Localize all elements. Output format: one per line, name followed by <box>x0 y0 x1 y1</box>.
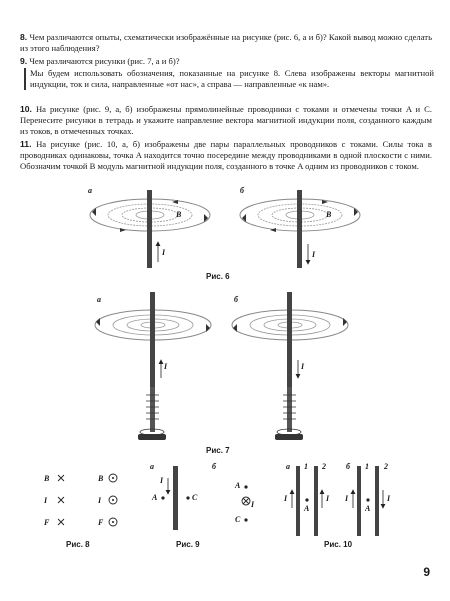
fig6-label-a: а <box>88 186 92 195</box>
fig10b-current-right: I <box>387 494 391 503</box>
question-text: Чем различаются опыты, схематически изображённые на рисунке (рис. 6, а и б)? Какой вывод можно сделать из этого наблюдения? <box>20 32 432 54</box>
fig6-label-b: б <box>240 186 244 195</box>
question-number: 9. <box>20 56 28 66</box>
fig6b-current-label: I <box>312 250 316 259</box>
point-a <box>161 496 164 499</box>
point-a <box>305 498 308 501</box>
fig9-caption: Рис. 9 <box>176 540 200 549</box>
stand-rod <box>150 387 155 432</box>
cross-symbols <box>58 475 64 525</box>
fig10-caption: Рис. 10 <box>324 540 353 549</box>
into-page-symbol <box>58 519 64 525</box>
figure-10a <box>292 466 322 536</box>
fig9a-point-a: A <box>152 493 158 502</box>
fig7b-current-label: I <box>301 362 305 371</box>
point-c <box>186 496 189 499</box>
fig10b-current-left: I <box>345 494 349 503</box>
fig8-f-left: F <box>44 518 50 527</box>
figure-9b <box>242 485 250 521</box>
fig9b-point-a: A <box>235 481 241 490</box>
compass-needle <box>120 228 126 232</box>
compass-needle <box>233 324 237 332</box>
fig7-label-b: б <box>234 295 238 304</box>
fig8-i-left: I <box>44 496 48 505</box>
figure-10b <box>353 466 383 536</box>
fig10-label-b: б <box>346 462 350 471</box>
fig8-b-left: B <box>44 474 50 483</box>
fig10b-wire1-label: 1 <box>365 462 369 471</box>
fig8-i-right: I <box>98 496 102 505</box>
fig9-label-a: а <box>150 462 154 471</box>
fig10b-point-a: A <box>365 504 371 513</box>
question-number: 8. <box>20 32 28 42</box>
conductor-2 <box>314 466 318 536</box>
conductor <box>150 292 155 387</box>
into-page-symbol <box>243 498 249 504</box>
fig10b-wire2-label: 2 <box>384 462 388 471</box>
fig10a-current-left: I <box>284 494 288 503</box>
point-a <box>366 498 369 501</box>
figure-9a <box>161 466 189 530</box>
page-number: 9 <box>423 565 430 579</box>
conductor-1 <box>357 466 361 536</box>
question-text: Чем различаются рисунки (рис. 7, а и б)? <box>29 56 180 66</box>
compass-needle <box>206 324 210 332</box>
into-page-symbol <box>58 497 64 503</box>
fig9a-point-c: C <box>192 493 198 502</box>
compass-needle <box>96 318 100 326</box>
figure-8 <box>58 474 117 526</box>
fig10a-wire2-label: 2 <box>322 462 326 471</box>
conductor <box>173 466 178 530</box>
fig8-f-right: F <box>98 518 104 527</box>
fig9b-current-label: I <box>251 500 255 509</box>
conductor-2 <box>375 466 379 536</box>
fig10a-point-a: A <box>304 504 310 513</box>
fig6b-vector-label: B <box>326 210 332 219</box>
fig6-caption: Рис. 6 <box>206 272 230 281</box>
figure-7a <box>95 292 211 440</box>
fig10-label-a: а <box>286 462 290 471</box>
fig10a-wire1-label: 1 <box>304 462 308 471</box>
question-number: 11. <box>20 139 32 149</box>
into-page-symbol <box>58 475 64 481</box>
question-text: На рисунке (рис. 9, а, б) изображены прямолинейные проводники с токами и отмечены точки A и C. Перенесите рисунки в тетрадь и укажите направление вектора магнитной индукции поля, созданного каждым из токов, в отмеченных точках. <box>20 104 432 137</box>
fig6a-current-label: I <box>162 248 166 257</box>
figure-6b <box>240 190 360 268</box>
fig8-b-right: B <box>98 474 104 483</box>
question-number: 10. <box>20 104 32 114</box>
figure-6a <box>90 190 210 268</box>
compass-needle <box>343 318 347 326</box>
fig8-caption: Рис. 8 <box>66 540 90 549</box>
stand-base <box>275 434 303 440</box>
conductor-1 <box>296 466 300 536</box>
stand-rod <box>287 387 292 432</box>
point-a <box>244 485 247 488</box>
fig7-label-a: а <box>97 295 101 304</box>
conductor <box>147 190 152 268</box>
conductor <box>287 292 292 387</box>
point-c <box>244 518 247 521</box>
fig6a-vector-label: B <box>176 210 182 219</box>
fig10a-current-right: I <box>326 494 330 503</box>
conductor <box>297 190 302 268</box>
fig7-caption: Рис. 7 <box>206 446 230 455</box>
figure-7b <box>232 292 348 440</box>
question-text: На рисунке (рис. 10, а, б) изображены две пары параллельных проводников с токами. Силы тока в проводниках одинаковы, точка A находится точно посередине между проводниками в одной плоскости с ними. Обозначим точкой B модуль магнитной индукции поля, созданного в точке A одним из проводников с током. <box>20 139 432 172</box>
notation-note: Мы будем использовать обозначения, показанные на рисунке 8. Слева изображены векторы магнитной индукции, ток и сила, направленные «от нас», а справа — направленные «к нам». <box>24 68 434 90</box>
fig9b-point-c: C <box>235 515 241 524</box>
stand-base <box>138 434 166 440</box>
fig9-label-b: б <box>212 462 216 471</box>
fig9a-current-label: I <box>160 476 164 485</box>
fig7a-current-label: I <box>164 362 168 371</box>
